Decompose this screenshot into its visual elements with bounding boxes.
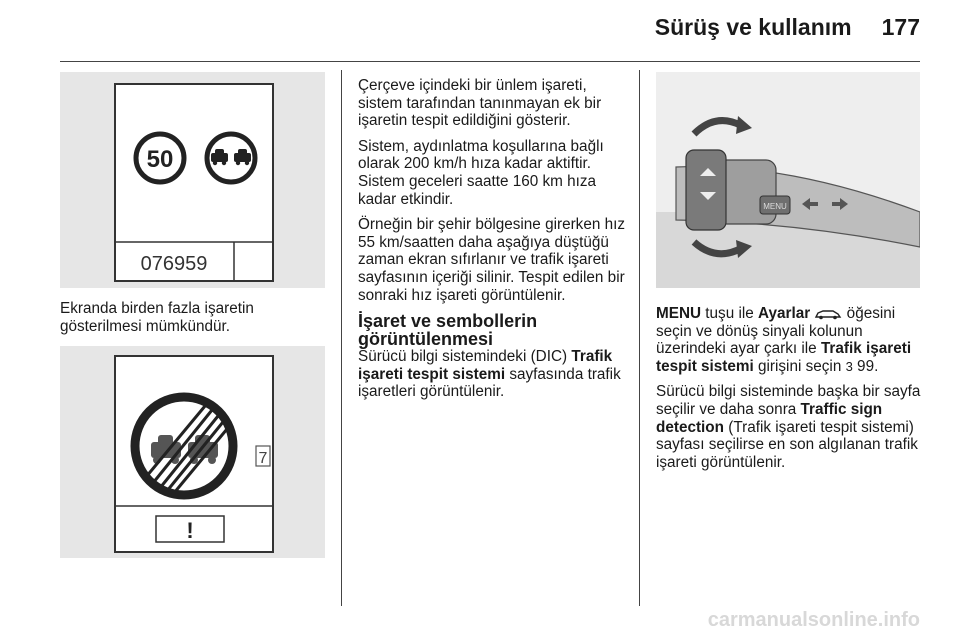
rotate-up-arrow-icon	[736, 116, 752, 134]
left-paragraph: Ekranda birden fazla işaretin gösterilmesi mümkündür.	[60, 300, 254, 335]
r-text-1: tuşu ile	[701, 305, 759, 322]
left-text	[60, 300, 330, 343]
traffic-sign-detection-term: Traffic sign detection	[656, 400, 883, 436]
watermark: carmanualsonline.info	[707, 609, 920, 631]
plate-digit: 7	[258, 450, 268, 467]
header-title: Sürüş ve kullanım	[654, 14, 852, 40]
r-text-4: 99.	[852, 357, 879, 375]
sign-display-illustration	[60, 72, 325, 288]
menu-term: MENU	[656, 305, 702, 322]
figure-sign-display-2	[60, 346, 325, 558]
page-number: 177	[881, 14, 920, 40]
sign-code: 076959	[140, 253, 208, 275]
middle-paragraph-1: Çerçeve içindeki bir ünlem işareti, sistem tarafından tanınmayan ek bir işaretin tespit edildiğini gösterir.	[358, 77, 602, 130]
r-text-3: girişini seçin	[753, 357, 846, 375]
column-divider-1	[341, 70, 342, 606]
r2-text-1: Sürücü bilgi sisteminde başka bir sayfa seçilir ve daha sonra	[656, 383, 921, 418]
menu-button-label: MENU	[763, 202, 787, 211]
page-header	[655, 14, 920, 41]
figure-turn-signal-lever	[656, 72, 920, 288]
header-rule	[60, 61, 920, 62]
right-paragraph-1	[656, 305, 924, 375]
p4-text: Sürücü bilgi sistemindeki (DIC)	[358, 348, 572, 366]
middle-paragraph-3: Örneğin bir şehir bölgesine girerken hız 55 km/saatten daha aşağıya düştüğü zaman ekran sıfırlanır ve trafik işareti sayfasının içeriği silinir. Tespit edilen bir sonraki hız işareti görüntülenir.	[358, 216, 625, 304]
middle-paragraph-4	[358, 348, 626, 401]
section-heading: İşaret ve sembollerin görüntülenmesi	[358, 311, 538, 350]
r-text-2: öğesini seçin ve dönüş sinyali kolunun üzerindeki ayar çarkı ile	[656, 305, 896, 358]
settings-term: Ayarlar	[758, 305, 811, 322]
p4-bold-term: Trafik işareti tespit sistemi	[358, 348, 613, 383]
car-settings-icon	[814, 308, 842, 320]
column-divider-2	[639, 70, 640, 606]
figure-sign-display-1	[60, 72, 325, 288]
r2-text-2: (Trafik işareti tespit sistemi) sayfası seçilirse en son algılanan trafik işareti görüntülenir.	[656, 418, 918, 471]
middle-text	[358, 77, 626, 409]
exclamation-mark: !	[186, 518, 194, 543]
page-reference-icon: 3	[845, 358, 853, 374]
traffic-sign-term: Trafik işareti tespit sistemi	[656, 340, 912, 375]
speed-limit-value: 50	[146, 146, 174, 173]
right-paragraph-2	[656, 383, 924, 471]
lever-illustration	[656, 72, 920, 288]
middle-paragraph-2: Sistem, aydınlatma koşullarına bağlı olarak 200 km/h hıza kadar aktiftir. Sistem geceleri saatte 160 km hıza kadar etkindir.	[358, 137, 604, 208]
right-text	[656, 305, 924, 479]
p4-text-end: sayfasında trafik işaretleri görüntülenir.	[358, 365, 621, 401]
sign-display-illustration-2	[60, 346, 325, 558]
